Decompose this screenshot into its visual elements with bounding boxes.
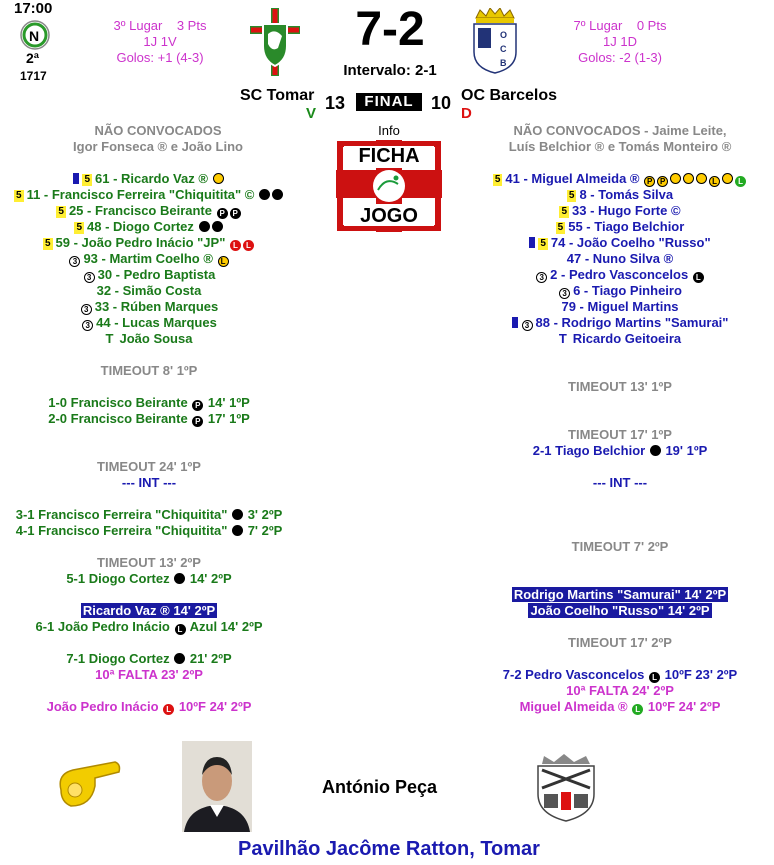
home-place: 3º Lugar [113, 18, 163, 33]
away-record: 1J 1D [603, 34, 637, 49]
event-row [466, 699, 774, 715]
blue-square-icon [529, 237, 535, 248]
player-row[interactable] [466, 267, 774, 283]
starter-badge-icon: 5 [540, 238, 546, 249]
away-result: D [461, 105, 472, 122]
home-league-points: 13 [325, 93, 346, 113]
away-team-name[interactable]: OC Barcelos [461, 87, 558, 104]
event-time: 17' 1ºP [204, 411, 250, 426]
player-row[interactable] [466, 315, 774, 331]
blk-card-icon: P [192, 400, 203, 411]
svg-text:N: N [29, 28, 40, 44]
event-row [0, 699, 298, 715]
yel-card-icon: P [644, 176, 655, 187]
player-name[interactable]: 93 - Martim Coelho ® [83, 251, 213, 266]
ficha-label: FICHA [358, 145, 420, 167]
event-row [466, 603, 774, 619]
blk-card-icon [199, 221, 210, 232]
home-pts: 3 Pts [176, 18, 207, 33]
player-row[interactable] [0, 171, 298, 187]
blk-card-icon [259, 189, 270, 200]
away-not-called [466, 123, 774, 155]
home-record: 1J 1V [143, 34, 177, 49]
substitute-icon: 3 [559, 288, 570, 299]
event-text: --- INT --- [592, 475, 648, 490]
player-name[interactable]: 11 - Francisco Ferreira "Chiquitita" © [26, 187, 255, 202]
blk-card-icon [232, 525, 243, 536]
blk-card-icon [212, 221, 223, 232]
event-text: 1-0 Francisco Beirante [48, 395, 188, 410]
event-time: 10ºF 23' 2ºP [661, 667, 738, 682]
svg-text:C: C [500, 44, 507, 54]
event-row [0, 555, 298, 571]
event-row [0, 411, 298, 427]
player-row[interactable] [0, 299, 298, 315]
event-time: Azul 14' 2ºP [186, 619, 263, 634]
referee-photo [182, 741, 252, 832]
event-text: --- INT --- [121, 475, 177, 490]
away-goals: Golos: -2 (1-3) [578, 50, 662, 65]
blk-card-icon [174, 573, 185, 584]
home-standing [95, 18, 225, 66]
event-text: Ricardo Vaz ® 14' 2ºP [82, 603, 216, 618]
player-row[interactable] [0, 315, 298, 331]
player-name[interactable]: 47 - Nuno Silva ® [566, 251, 674, 266]
event-text: 10ª FALTA 23' 2ºP [95, 667, 203, 682]
event-row [0, 619, 298, 635]
grn-card-icon: L [632, 704, 643, 715]
substitute-icon: 3 [536, 272, 547, 283]
event-row [0, 363, 298, 379]
coach-icon: T [105, 331, 114, 346]
venue[interactable]: Pavilhão Jacôme Ratton, Tomar [238, 838, 540, 860]
event-row [466, 443, 774, 459]
player-row[interactable] [466, 219, 774, 235]
event-row [466, 427, 774, 443]
home-result: V [306, 105, 317, 122]
event-text: 2-0 Francisco Beirante [48, 411, 188, 426]
player-name[interactable]: 55 - Tiago Belchior [568, 219, 685, 234]
starter-badge-icon: 5 [44, 238, 51, 249]
substitute-icon: 3 [522, 320, 533, 331]
event-text: João Coelho "Russo" 14' 2ºP [530, 603, 710, 618]
referee-association-crest [530, 752, 602, 822]
event-text: 10ª FALTA 24' 2ºP [566, 683, 674, 698]
svg-text:B: B [500, 58, 507, 68]
player-name[interactable]: 8 - Tomás Silva [579, 187, 674, 202]
player-row[interactable] [466, 171, 774, 187]
event-row [466, 587, 774, 603]
event-text: 6-1 João Pedro Inácio [35, 619, 170, 634]
player-row[interactable] [0, 331, 298, 347]
blk-card-icon: P [192, 416, 203, 427]
event-row [0, 475, 298, 491]
player-name[interactable]: 41 - Miguel Almeida ® [505, 171, 640, 186]
blue-square-icon [512, 317, 518, 328]
yel-card-icon [722, 173, 733, 184]
event-row [0, 459, 298, 475]
blk-card-icon [272, 189, 283, 200]
substitute-icon: 3 [69, 256, 80, 267]
yel-card-icon [696, 173, 707, 184]
event-row [466, 683, 774, 699]
blk-card-icon: P [217, 208, 228, 219]
yel-card-icon [213, 173, 224, 184]
event-text: Rodrigo Martins "Samurai" 14' 2ºP [513, 587, 727, 602]
blk-card-icon [232, 509, 243, 520]
blk-card-icon: L [693, 272, 704, 283]
event-text: TIMEOUT 24' 1ºP [97, 459, 201, 474]
event-time: 14' 2ºP [186, 571, 232, 586]
player-row[interactable] [466, 283, 774, 299]
blk-card-icon [650, 445, 661, 456]
player-name[interactable]: 33 - Rúben Marques [94, 299, 219, 314]
interval-score: Intervalo: 2-1 [343, 62, 437, 79]
player-row[interactable] [0, 251, 298, 267]
player-name[interactable]: 74 - João Coelho "Russo" [550, 235, 711, 250]
event-time: 10ºF 24' 2ºP [175, 699, 252, 714]
player-name[interactable]: 6 - Tiago Pinheiro [573, 283, 682, 298]
event-time: 3' 2ºP [244, 507, 283, 522]
player-name[interactable]: 33 - Hugo Forte © [572, 203, 681, 218]
event-row [466, 635, 774, 651]
ficha-jogo-logo[interactable] [336, 140, 442, 232]
away-league-points: 10 [431, 93, 452, 113]
player-row[interactable] [0, 283, 298, 299]
jogo-label: JOGO [360, 205, 418, 227]
grn-card-icon: L [735, 176, 746, 187]
event-text: 4-1 Francisco Ferreira "Chiquitita" [15, 523, 228, 538]
home-not-called-title: NÃO CONVOCADOS [94, 123, 222, 138]
player-name[interactable]: 32 - Simão Costa [96, 283, 202, 298]
player-name[interactable]: Ricardo Geitoeira [572, 331, 682, 346]
home-team-name[interactable]: SC Tomar [240, 87, 315, 104]
svg-text:O: O [500, 30, 508, 40]
blue-square-icon [73, 173, 79, 184]
event-row [0, 603, 298, 619]
final-badge: FINAL [356, 93, 422, 111]
player-row[interactable] [0, 187, 298, 203]
player-name[interactable]: 30 - Pedro Baptista [97, 267, 216, 282]
starter-badge-icon: 5 [568, 190, 575, 201]
starter-badge-icon: 5 [494, 174, 501, 185]
final-score: 7-2 [355, 3, 425, 56]
event-row [0, 667, 298, 683]
player-name[interactable]: 25 - Francisco Beirante [68, 203, 212, 218]
event-row [466, 379, 774, 395]
event-text: TIMEOUT 7' 2ºP [571, 539, 669, 554]
player-row[interactable] [466, 331, 774, 347]
round: 2ª [26, 50, 39, 66]
red-card-icon: L [230, 240, 241, 251]
info-link[interactable]: Info [378, 123, 400, 138]
away-standing [555, 18, 685, 66]
event-row [0, 571, 298, 587]
competition-logo [20, 20, 50, 50]
home-not-called [0, 123, 316, 155]
player-row[interactable] [466, 251, 774, 267]
player-row[interactable] [0, 219, 298, 235]
coach-icon: T [558, 331, 567, 346]
event-row [0, 523, 298, 539]
player-name[interactable]: 44 - Lucas Marques [96, 315, 217, 330]
player-name[interactable]: 59 - João Pedro Inácio "JP" [55, 235, 226, 250]
player-row[interactable] [466, 187, 774, 203]
event-row [466, 667, 774, 683]
red-card-icon: L [163, 704, 174, 715]
event-time: 10ºF 24' 2ºP [644, 699, 721, 714]
event-text: TIMEOUT 17' 2ºP [568, 635, 672, 650]
player-row[interactable] [466, 203, 774, 219]
yel-card-icon [670, 173, 681, 184]
player-row[interactable] [0, 235, 298, 251]
starter-badge-icon: 5 [16, 190, 22, 201]
player-name[interactable]: 61 - Ricardo Vaz ® [95, 171, 208, 186]
substitute-icon: 3 [81, 304, 92, 315]
blk-card-icon: L [175, 624, 186, 635]
home-goals: Golos: +1 (4-3) [116, 50, 204, 65]
whistle-icon [55, 760, 123, 810]
event-row [466, 475, 774, 491]
event-text: TIMEOUT 13' 1ºP [568, 379, 672, 394]
event-time: 7' 2ºP [244, 523, 283, 538]
starter-badge-icon: 5 [84, 174, 91, 185]
substitute-icon: 3 [84, 272, 95, 283]
away-not-called-names: Luís Belchior ® e Tomás Monteiro ® [508, 139, 732, 154]
player-row[interactable] [0, 267, 298, 283]
player-name[interactable]: 48 - Diogo Cortez [87, 219, 194, 234]
event-text: 3-1 Francisco Ferreira "Chiquitita" [15, 507, 228, 522]
player-name[interactable]: 2 - Pedro Vasconcelos [550, 267, 689, 282]
starter-badge-icon: 5 [76, 222, 83, 233]
event-text: Miguel Almeida ® [519, 699, 628, 714]
blk-card-icon: L [649, 672, 660, 683]
event-row [0, 395, 298, 411]
player-row[interactable] [0, 203, 298, 219]
home-not-called-names: Igor Fonseca ® e João Lino [73, 139, 243, 154]
player-row[interactable] [466, 235, 774, 251]
event-text: 5-1 Diogo Cortez [66, 571, 170, 586]
event-time: 19' 1ºP [661, 443, 708, 458]
match-number: 1717 [20, 69, 47, 83]
away-place: 7º Lugar [573, 18, 623, 33]
substitute-icon: 3 [82, 320, 93, 331]
event-text: TIMEOUT 17' 1ºP [568, 427, 672, 442]
starter-badge-icon: 5 [58, 206, 64, 217]
event-text: João Pedro Inácio [46, 699, 159, 714]
starter-badge-icon: 5 [561, 206, 568, 217]
yel-card-icon: L [218, 256, 229, 267]
event-time: 21' 2ºP [186, 651, 232, 666]
yel-card-icon [683, 173, 694, 184]
starter-badge-icon: 5 [557, 222, 564, 233]
blk-card-icon [174, 653, 185, 664]
yel-card-icon: L [709, 176, 720, 187]
event-row [0, 651, 298, 667]
blk-card-icon: P [230, 208, 241, 219]
event-text: TIMEOUT 8' 1ºP [100, 363, 198, 378]
match-time: 17:00 [14, 0, 53, 17]
event-time: 14' 1ºP [204, 395, 250, 410]
player-row[interactable] [466, 299, 774, 315]
player-name[interactable]: 79 - Miguel Martins [561, 299, 679, 314]
player-name[interactable]: 88 - Rodrigo Martins "Samurai" [535, 315, 729, 330]
yel-card-icon: P [657, 176, 668, 187]
event-row [0, 507, 298, 523]
away-not-called-title: NÃO CONVOCADOS - Jaime Leite, [513, 123, 727, 138]
away-team-logo[interactable] [470, 8, 520, 74]
referee-name[interactable]: António Peça [322, 777, 438, 797]
event-text: 7-2 Pedro Vasconcelos [502, 667, 645, 682]
event-text: 7-1 Diogo Cortez [66, 651, 170, 666]
event-text: 2-1 Tiago Belchior [532, 443, 646, 458]
event-text: TIMEOUT 13' 2ºP [97, 555, 201, 570]
away-pts: 0 Pts [636, 18, 667, 33]
red-card-icon: L [243, 240, 254, 251]
player-name[interactable]: João Sousa [119, 331, 193, 346]
home-team-logo[interactable] [250, 8, 300, 76]
event-row [466, 539, 774, 555]
